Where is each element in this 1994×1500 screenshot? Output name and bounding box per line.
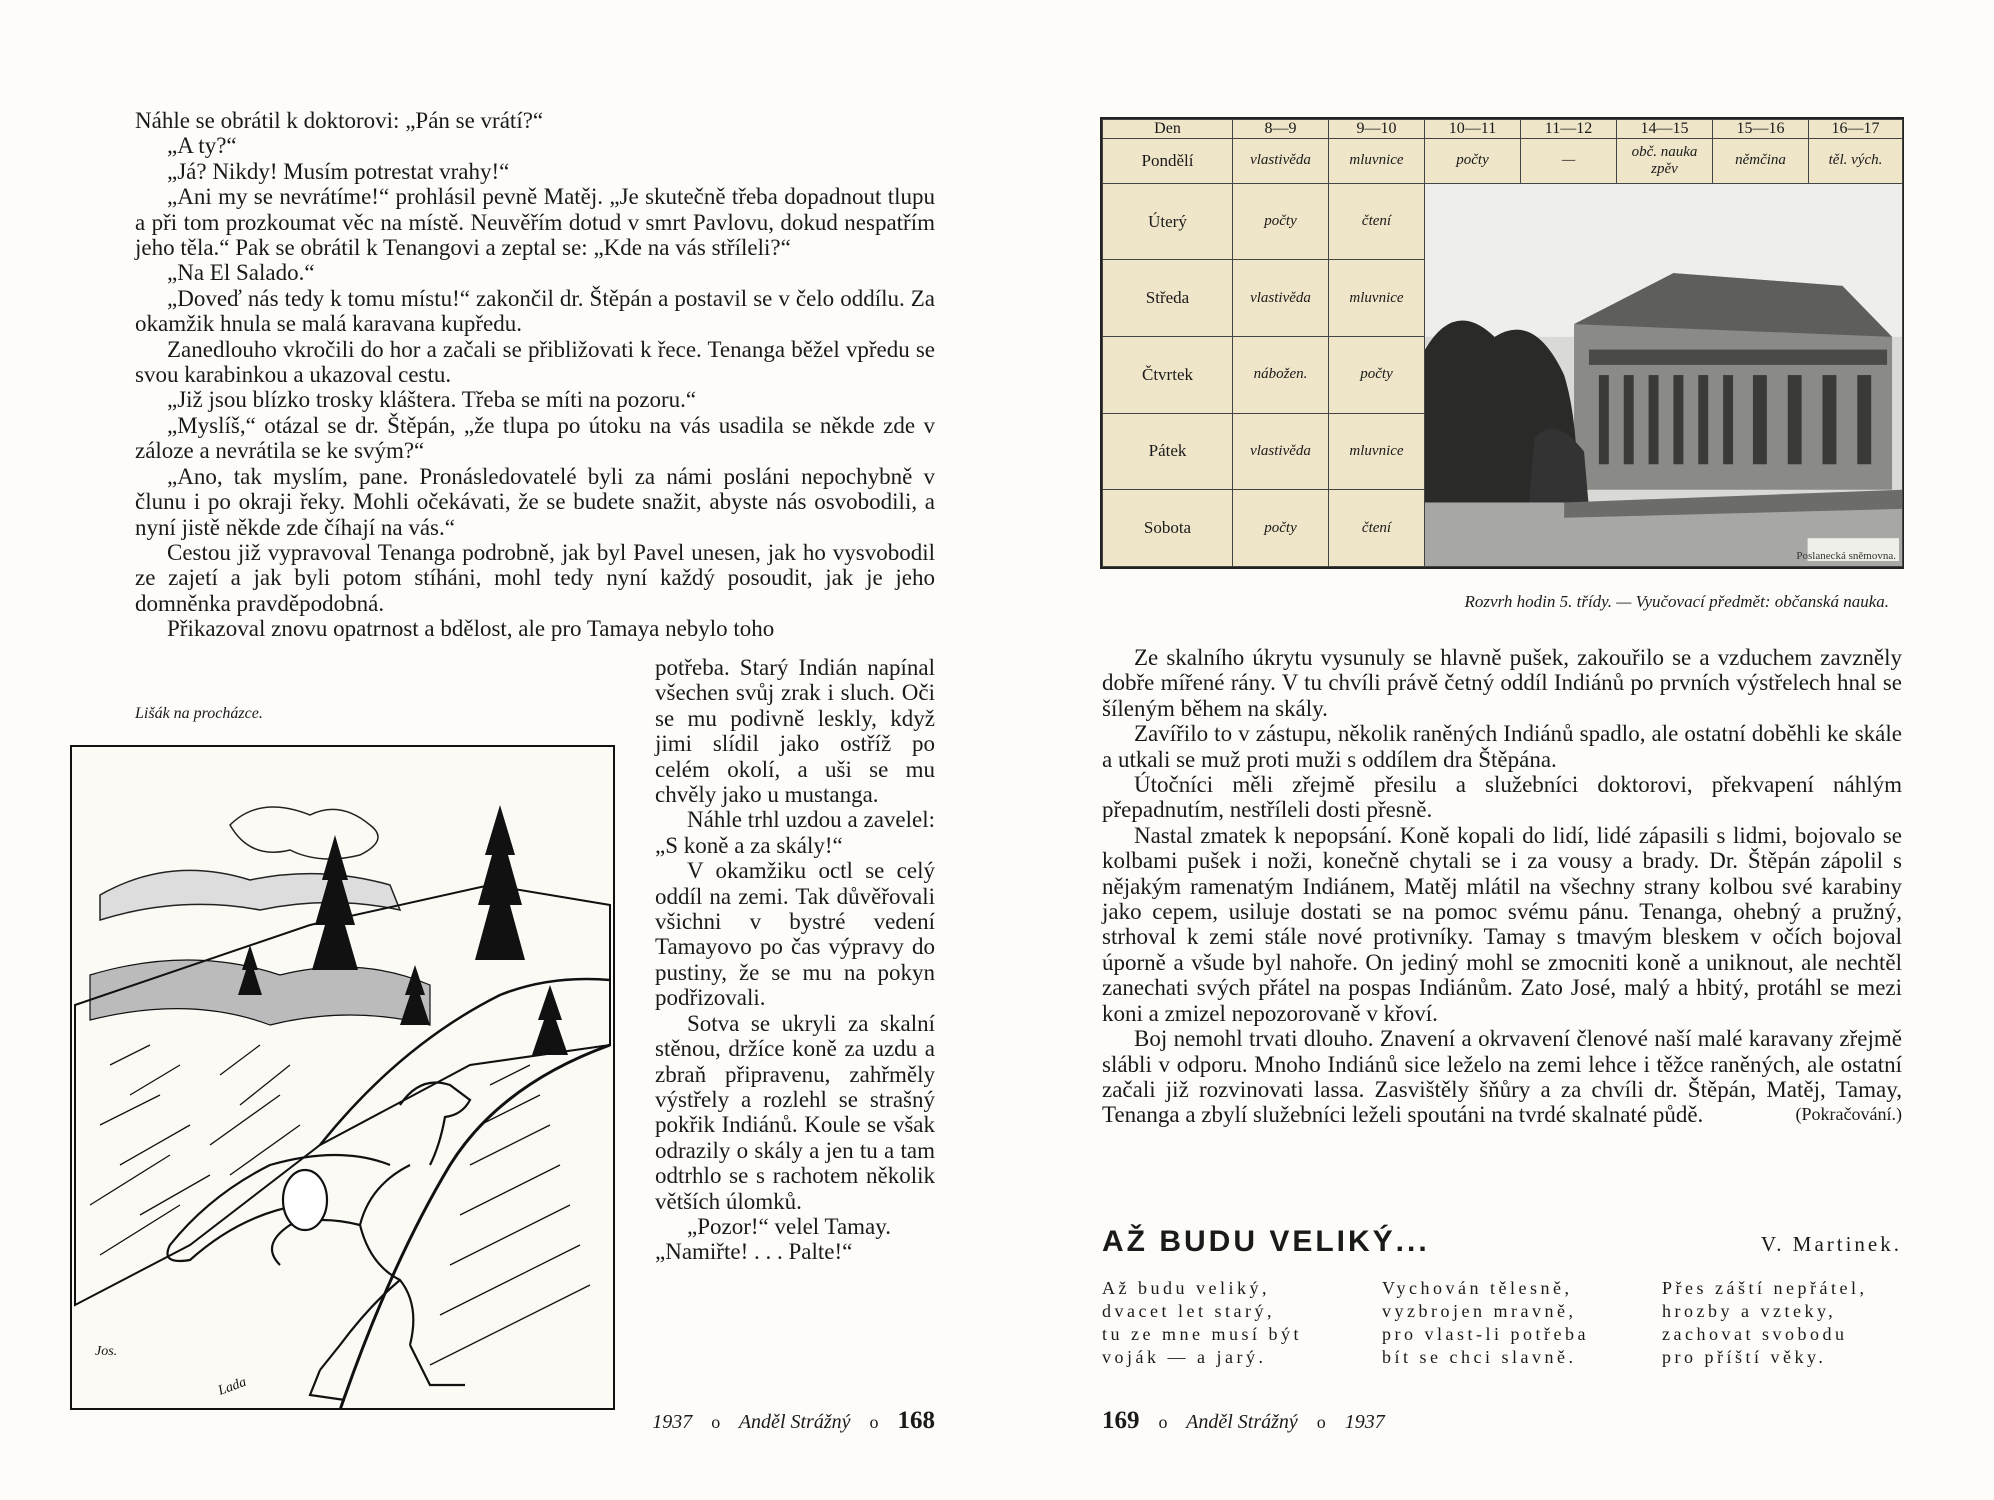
folio-separator: o (711, 1412, 721, 1432)
paragraph: „Již jsou blízko trosky kláštera. Třeba se míti na pozoru.“ (167, 387, 697, 413)
folio-separator: o (869, 1412, 879, 1432)
left-top-text (135, 108, 935, 642)
timetable-subject-cell: — (1521, 139, 1617, 184)
timetable-subject-cell: vlastivěda (1233, 413, 1329, 490)
timetable-subject-cell: němčina (1713, 139, 1809, 184)
paragraph: Přikazoval znovu opatrnost a bdělost, ale pro Tamaya nebylo toho (167, 616, 775, 642)
paragraph: V okamžiku octl se celý oddíl na zemi. Tak důvěřovali všichni v bystré vedení Tamayovo po čas výpravy do pustiny, že se mu na pokyn podřizovali. (655, 858, 935, 1011)
timetable-subject-cell: obč. nauka zpěv (1617, 139, 1713, 184)
timetable-row (1103, 139, 1903, 184)
poem-title: AŽ BUDU VELIKÝ... (1102, 1225, 1430, 1258)
poem-line: bít se chci slavně. (1382, 1347, 1577, 1367)
poem-line: tu ze mne musí být (1102, 1324, 1302, 1344)
paragraph: Náhle trhl uzdou a zavelel: „S koně a za skály!“ (655, 807, 935, 858)
timetable-header-row (1103, 120, 1903, 139)
poem-stanza-1 (1102, 1277, 1352, 1369)
right-page (997, 0, 1994, 1500)
paragraph: Zanedlouho vkročili do hor a začali se přibližovati k řece. Tenanga běžel vpředu se svou karabinkou a ukazoval cestu. (135, 336, 935, 388)
folio-page-number: 168 (897, 1407, 935, 1434)
paragraph: „Na El Salado.“ (167, 260, 315, 286)
continuation-note: (Pokračování.) (1795, 1103, 1902, 1124)
folio-year: 1937 (652, 1411, 693, 1433)
timetable-subject-cell: mluvnice (1329, 139, 1425, 184)
timetable-figure (1100, 117, 1904, 569)
svg-text:Lada: Lada (216, 1374, 249, 1399)
poem-line: Až budu veliký, (1102, 1278, 1270, 1298)
timetable (1102, 119, 1903, 567)
timetable-day-cell: Úterý (1103, 183, 1233, 260)
folio-page-number: 169 (1102, 1407, 1140, 1434)
timetable-day-cell: Pondělí (1103, 139, 1233, 184)
illustration-caption: Lišák na procházce. (135, 705, 263, 722)
timetable-header-cell: 14—15 (1617, 120, 1713, 139)
folio-magazine-title: Anděl Strážný (1186, 1411, 1298, 1433)
timetable-subject-cell: mluvnice (1329, 260, 1425, 337)
paragraph: „Já? Nikdy! Musím potrestat vrahy!“ (167, 158, 510, 184)
paragraph: Cestou již vypravoval Tenanga podrobně, jak byl Pavel unesen, jak ho vysvobodil ze zajetí a jak byli potom stíháni, mohl tedy nyní každý posoudit, jak je jeho domněnka pravděpodobná. (135, 539, 935, 616)
paragraph: „A ty?“ (167, 133, 237, 159)
poem-author: V. Martinek. (1760, 1232, 1902, 1256)
paragraph: „Namiřte! . . . Palte!“ (655, 1239, 853, 1265)
timetable-subject-cell: čtení (1329, 490, 1425, 567)
poem-line: Vychován tělesně, (1382, 1278, 1573, 1298)
poem-line: pro vlast-li potřeba (1382, 1324, 1589, 1344)
timetable-subject-cell: vlastivěda (1233, 139, 1329, 184)
svg-text:Jos.: Jos. (95, 1344, 118, 1359)
paragraph: Sotva se ukryli za skalní stěnou, držíce koně za uzdu a zbraň připravenu, zahřměly výstřely a rozlehl se strašný pokřik Indiánů. Koule se však odrazily o skály a jen tu a tam odtrhlo se s rachotem několik větších úlomků. (655, 1010, 935, 1214)
paragraph: „Myslíš,“ otázal se dr. Štěpán, „že tlupa po útoku na vás usadila se někde zde v záloze a nevrátila se ke svým?“ (135, 412, 935, 464)
right-body-text (1102, 645, 1902, 1128)
timetable-subject-cell: vlastivěda (1233, 260, 1329, 337)
timetable-header-cell: 9—10 (1329, 120, 1425, 139)
poem-line: Přes záští nepřátel, (1662, 1278, 1868, 1298)
folio-separator: o (1316, 1412, 1326, 1432)
folio-year: 1937 (1344, 1411, 1385, 1433)
timetable-header-cell: 10—11 (1425, 120, 1521, 139)
poem-stanza-3 (1662, 1277, 1912, 1369)
timetable-header-cell: 15—16 (1713, 120, 1809, 139)
poem-line: pro příští věky. (1662, 1347, 1827, 1367)
timetable-header-cell: 8—9 (1233, 120, 1329, 139)
paragraph: Náhle se obrátil k doktorovi: „Pán se vrátí?“ (135, 108, 544, 133)
timetable-header-cell: 16—17 (1809, 120, 1903, 139)
timetable-subject-cell: mluvnice (1329, 413, 1425, 490)
timetable-subject-cell: nábožen. (1233, 337, 1329, 414)
timetable-subject-cell: počty (1233, 183, 1329, 260)
timetable-subject-cell: počty (1425, 139, 1521, 184)
fox-illustration (70, 745, 615, 1410)
photo-label: Poslanecká sněmovna. (1796, 550, 1896, 562)
timetable-day-cell: Pátek (1103, 413, 1233, 490)
poem-line: zachovat svobodu (1662, 1324, 1848, 1344)
paragraph: Zavířilo to v zástupu, několik raněných Indiánů spadlo, ale ostatní doběhli ke skále a utkali se muž proti muži s oddílem dra Štěpána. (1102, 721, 1902, 772)
parliament-photo-cell (1425, 183, 1903, 566)
folio-separator: o (1158, 1412, 1168, 1432)
paragraph: „Ano, tak myslím, pane. Pronásledovatelé byli za námi posláni nepochybně v člunu i po okraji řeky. Mohli očekávati, že se budete snažit, abyste nás osvobodili, a nyní jistě někde zde číhají na vás.“ (135, 463, 935, 540)
timetable-header-cell: Den (1103, 120, 1233, 139)
paragraph: potřeba. Starý Indián napínal všechen svůj zrak i sluch. Oči se mu podivně leskly, když jimi slídil jako ostříž po celém okolí, a uši se mu chvěly jako u mustanga. (655, 655, 935, 808)
parliament-building-photo (1425, 184, 1902, 566)
poem-line: dvacet let starý, (1102, 1301, 1275, 1321)
left-folio (652, 1407, 935, 1435)
poem-line: voják — a jarý. (1102, 1347, 1267, 1367)
timetable-caption: Rozvrh hodin 5. třídy. — Vyučovací předmět: občanská nauka. (1464, 592, 1889, 611)
paragraph: „Ani my se nevrátíme!“ prohlásil pevně Matěj. „Je skutečně třeba dopadnout tlupu a při tom prozkoumat věc na místě. Neuvěřím dotud v smrt Pavlovu, dokud nespatřím jeho těla.“ Pak se obrátil k Tenangovi a zeptal se: „Kde na vás stříleli?“ (135, 184, 935, 261)
poem-stanza-2 (1382, 1277, 1632, 1369)
timetable-subject-cell: počty (1233, 490, 1329, 567)
poem-line: vyzbrojen mravně, (1382, 1301, 1577, 1321)
paragraph: Nastal zmatek k nepopsání. Koně kopali do lidí, lidé zápasili s lidmi, bojovalo se kolbami pušek i noži, konečně chytali se i za vousy a brady. Dr. Štěpán zápolil s nějakým ramenatým Indiánem, Matěj mlátil na všechny strany kolbou své karabiny jako cepem, usiluje dostati se na pomoc svému pánu. Tenanga, ohebný a pružný, strhoval k zemi stále nové protivníky. Tamay s tmavým bleskem v očích bojoval úporně a všude byl nahoře. On jediný mohl se zmocniti koně a uniknout, ale nechtěl zanechati svých přátel na pospas Indiánům. Zato José, malý a hbitý, protáhl se mezi koni a zmizel nepozorovaně v křoví. (1102, 822, 1902, 1026)
timetable-subject-cell: počty (1329, 337, 1425, 414)
paragraph: „Doveď nás tedy k tomu místu!“ zakončil dr. Štěpán a postavil se v čelo oddílu. Za okamžik hnula se malá karavana kupředu. (135, 285, 935, 337)
timetable-day-cell: Středa (1103, 260, 1233, 337)
timetable-subject-cell: těl. vých. (1809, 139, 1903, 184)
poem-line: hrozby a vzteky, (1662, 1301, 1837, 1321)
paragraph: „Pozor!“ velel Tamay. (687, 1213, 892, 1239)
timetable-day-cell: Čtvrtek (1103, 337, 1233, 414)
paragraph: Útočníci měli zřejmě přesilu a služebníci doktorovi, překvapení náhlým přepadnutím, nestříleli dosti přesně. (1102, 772, 1902, 823)
timetable-row (1103, 183, 1903, 260)
timetable-subject-cell: čtení (1329, 183, 1425, 260)
timetable-day-cell: Sobota (1103, 490, 1233, 567)
timetable-header-cell: 11—12 (1521, 120, 1617, 139)
folio-magazine-title: Anděl Strážný (738, 1411, 851, 1433)
left-column-text (655, 655, 935, 1265)
right-folio (1102, 1407, 1385, 1435)
paragraph: Boj nemohl trvati dlouho. Znavení a okrvavení členové naší malé karavany zřejmě slábli v odporu. Mnoho Indiánů sice leželo na zemi lehce i těžce raněných, ale ostatní začali již rozvinovati lassa. Zasvištěly šňůry a za chvíli dr. Štěpán, Matěj, Tamay, Tenanga a zbylí služebníci leželi spoutáni na tvrdé skalnaté půdě. (1102, 1026, 1902, 1128)
paragraph: Ze skalního úkrytu vysunuly se hlavně pušek, zakouřilo se a vzduchem zavzněly dobře mířené rány. V tu chvíli právě četný oddíl Indiánů po prvních výstřelech hnal se šíleným během na skály. (1102, 645, 1902, 721)
